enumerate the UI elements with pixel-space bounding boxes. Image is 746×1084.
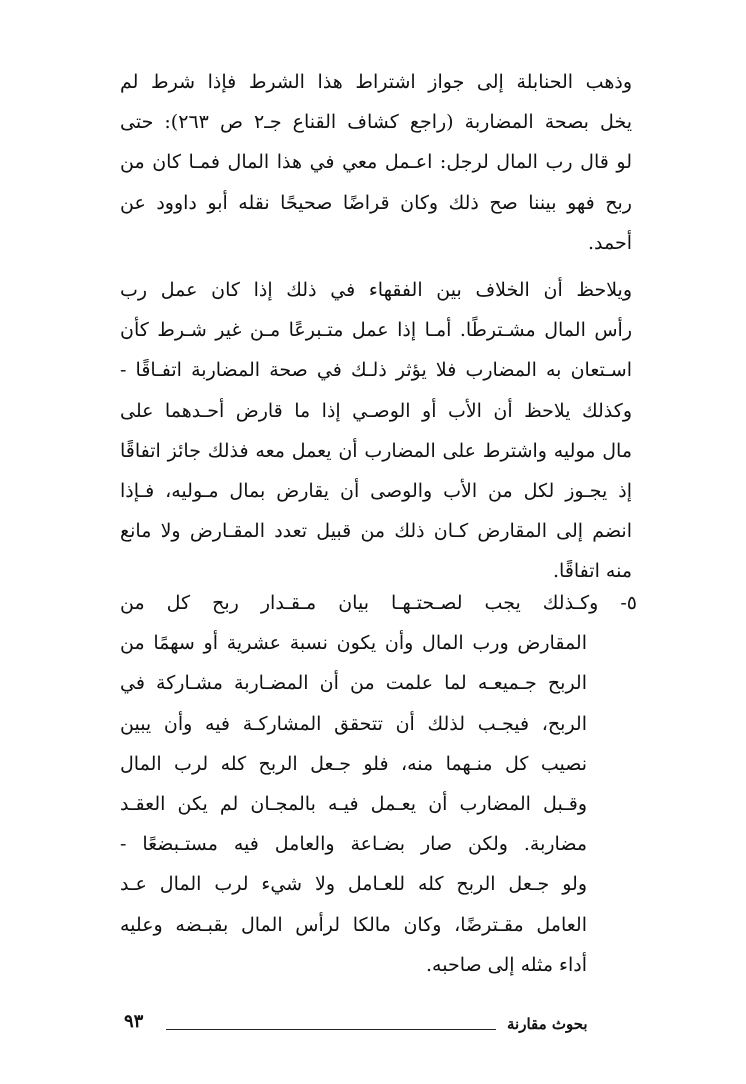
- text-line: المقارض ورب المال وأن يكون نسبة عشرية أو سهمًا من: [120, 632, 587, 655]
- text-line: الربح، فيجـب لذلك أن تتحقق المشاركـة فيه وأن يبين: [120, 712, 587, 735]
- text-line: أداء مثله إلى صاحبه.: [426, 953, 587, 976]
- paragraph-hanabila: [120, 62, 632, 263]
- text-line: نصيب كل منـهما منه، فلو جـعل الربح كله لرب المال: [120, 752, 587, 775]
- text-line: ربح فهو بيننا صح ذلك وكان قراضًا صحيحًا نقله أبو داوود عن: [120, 191, 632, 214]
- text-line: يخل بصحة المضاربة (راجع كشاف القناع جـ٢ ص ٢٦٣): حتى: [120, 111, 633, 134]
- series-title: بحوث مقارنة: [507, 1015, 588, 1033]
- page-footer: [0, 1005, 746, 1045]
- text-line: ولو جـعل الربح كله للعـامل ولا شيء لرب المال عـد: [120, 873, 587, 896]
- text-line: لو قال رب المال لرجل: اعـمل معي في هذا المال فمـا كان من: [120, 151, 632, 174]
- text-line: انضم إلى المقارض كـان ذلك من قبيل تعدد المقـارض ولا مانع: [120, 520, 632, 543]
- text-line: وقـبل المضارب أن يعـمل فيـه بالمجـان لم يكن العقـد: [120, 792, 587, 815]
- text-line: العامل مقـترضًا، وكان مالكا لرأس المال بقبـضه وعليه: [120, 913, 587, 936]
- text-line: ويلاحظ أن الخلاف بين الفقهاء في ذلك إذا كان عمل رب: [120, 279, 632, 301]
- text-line: مضاربة. ولكن صار بضـاعة والعامل فيه مستـبضعًا -: [120, 833, 587, 856]
- text-line: إذ يجـوز لكل من الأب والوصى أن يقارض بمال مـوليه، فـإذا: [120, 479, 632, 502]
- text-line: مال موليه واشترط على المضارب أن يعمل معه فذلك جائز اتفاقًا: [120, 439, 632, 462]
- footer-rule: [166, 1029, 496, 1030]
- paragraph-item-5: [120, 583, 637, 985]
- text-line: الربح جـميعـه لما علمت من أن المضـاربة مشـاركة في: [120, 672, 587, 695]
- text-line: منه اتفاقًا.: [552, 560, 632, 583]
- text-line: وكذلك يلاحظ أن الأب أو الوصـي إذا ما قارض أحـدهما على: [120, 399, 632, 422]
- text-line: أحمد.: [587, 231, 632, 254]
- text-line: اسـتعان به المضارب فلا يؤثر ذلـك في صحة المضاربة اتفـاقًا -: [120, 359, 632, 382]
- text-line: ٥- وكـذلك يجب لصـحتـهـا بيان مـقـدار ربح كل من: [120, 592, 637, 614]
- page-number: ٩٣: [124, 1011, 144, 1032]
- paragraph-khilaf: [120, 270, 632, 592]
- text-line: رأس المال مشـترطًا. أمـا إذا عمل متـبرعًا مـن غير شـرط كأن: [120, 319, 632, 342]
- text-line: وذهب الحنابلة إلى جواز اشتراط هذا الشرط فإذا شرط لم: [120, 71, 632, 93]
